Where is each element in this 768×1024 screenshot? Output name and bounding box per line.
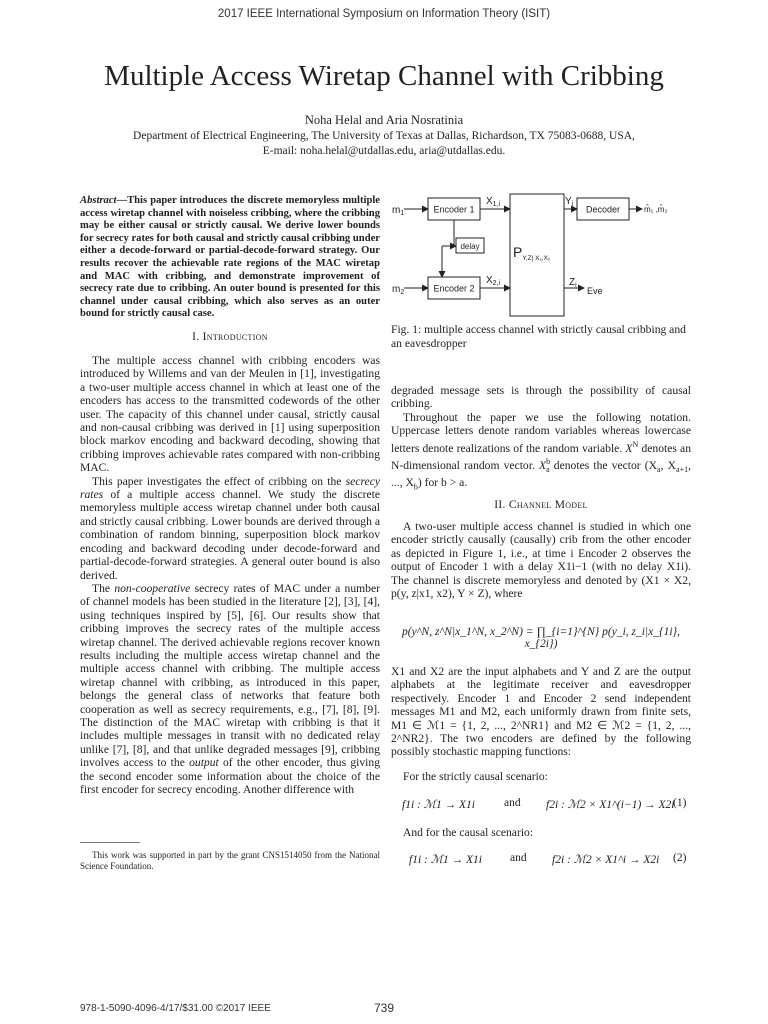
abstract-text: —This paper introduces the discrete memoryless multiple access wiretap channel with noiseless cribbing, where the cribbing may be either causal or strictly causal. We derive lower bounds for secrecy rates for both causal and strictly causal cribbing under either a decode-forward or partial-decode-forward strategy. Our results recover the achievable rate regions of the MAC wiretap and MAC with cribbing, and demonstrate improvement of secrecy rate due to cribbing. An outer bound is presented for this channel under causal cribbing, which also serves as an outer bound for strictly causal case. <box>80 195 380 320</box>
section-title: Channel Model <box>508 499 588 511</box>
intro-paragraph-3: The non-cooperative secrecy rates of MAC under a number of channel models has been studied in the literature [2], [3], [4], using techniques inspired by [5], [6]. Our results show that cribbing improves the secrecy rates of the multiple access wiretap channel. The derived achievable regions recover known results including the multiple access wiretap channel and the multiple access channel with cribbing. The multiple access wiretap channel with cribbing, as introduced in this paper, belongs the general class of networks that feature both cooperation as well as secrecy requirements, e.g., [7], [8], [9]. The distinction of the MAC wiretap with cribbing is that it includes multiple messages in transit with no dedicated relay unlike [7], [8], and that unlike degraded messages [9], cribbing involves access to the output of the other encoder, thus giving the second encoder some information about the choice of the first encoder for secrecy encoding. Another difference with <box>80 581 381 796</box>
conference-header: 2017 IEEE International Symposium on Information Theory (ISIT) <box>217 8 551 20</box>
fig-label-m1: $m_1$ <box>392 205 405 217</box>
eq1-number: (1) <box>673 797 687 809</box>
intro-paragraph-2: This paper investigates the effect of cribbing on the secrecy rates of a multiple access channel. We study the discrete memoryless multiple access wiretap channel under both causal and strictly causal cribbing. Lower bounds are derived through a combination of random binning, superposition block markov encoding and backward decoding under decode-forward and partial-decode-forward strategies. A general outer bound is also derived. <box>80 474 380 582</box>
notation-paragraph: Throughout the paper we use the following notation. Uppercase letters denote random variables whereas lowercase letters denote realizations of the random variable. $X^N$ denotes an N-dimensional random vector. $X^b_a$ denotes the vector ($X_a$, $X_{a+1}$, ..., $X_b$) for b > a. <box>391 410 691 492</box>
paper-title: Multiple Access Wiretap Channel with Cribbing <box>104 60 664 92</box>
fig-decoder-outputs: m̂₁ ,m̂₂ <box>644 205 668 214</box>
isbn-line: 978-1-5090-4096-4/17/$31.00 ©2017 IEEE <box>80 1003 271 1014</box>
intro-paragraph-1: The multiple access channel with cribbing encoders was introduced by Willems and van der Meulen in [1], investigating a two-user multiple access channel in which at least one of the encoders has access to the transmitted codewords of the other user. The capacity of this channel under causal, strictly causal and non-causal cribbing was derived in [1] using superposition block markov encoding and backward decoding, showing that cribbing improves achievable rates compared with non-cribbing MAC. <box>80 354 380 475</box>
fig-channel-label: $P_{Y,Z| X_1,X_2}$ <box>513 244 551 262</box>
continued-paragraph: degraded message sets is through the possibility of causal cribbing. <box>391 384 691 411</box>
eq1-left: f1i : ℳ1 → X1i <box>402 799 475 811</box>
section-title: Introduction <box>202 331 268 343</box>
model-paragraph-2: X1 and X2 are the input alphabets and Y and Z are the output alphabets at the legitimate receiver and eavesdropper respectively. Encoder 1 and Encoder 2 send independent messages M1 and M2, each uniformly drawn from finite sets, M1 ∈ ℳ1 = {1, 2, ..., 2^NR1} and M2 ∈ ℳ2 = {1, 2, ..., 2^NR2}. The two encoders are defined by the following possibly stochastic mapping functions: <box>391 665 691 759</box>
fig-label-x1: $X_{1,i}$ <box>486 196 501 208</box>
fig-delay-label: delay <box>460 242 480 251</box>
fig-label-z: $Z_i$ <box>569 277 577 289</box>
eq1-right: f2i : ℳ2 × X1^(i−1) → X2i <box>546 799 675 811</box>
equation-channel-law: p(y^N, z^N|x_1^N, x_2^N) = ∏_{i=1}^{N} p(y_i, z_i|x_{1i}, x_{2i}) <box>401 626 680 650</box>
strictly-causal-label: For the strictly causal scenario: <box>403 770 548 783</box>
fig-decoder-label: Decoder <box>585 204 621 215</box>
eq2-right: f2i : ℳ2 × X1^i → X2i <box>552 854 660 866</box>
paper-affiliation-block <box>0 129 768 159</box>
fig-encoder2-label: Encoder 2 <box>433 283 475 294</box>
right-column-body <box>391 384 691 494</box>
figure-caption: Fig. 1: multiple access channel with strictly causal cribbing and an eavesdropper <box>391 323 686 350</box>
introduction-body <box>80 354 380 796</box>
eq2-left: f1i : ℳ1 → X1i <box>409 854 482 866</box>
section-number: I. <box>192 331 200 343</box>
affiliation: Department of Electrical Engineering, The University of Texas at Dallas, Richardson, TX 75083-0688, USA, <box>133 130 635 142</box>
figure-1-diagram <box>388 190 700 320</box>
causal-label: And for the causal scenario: <box>403 826 534 839</box>
eq2-number: (2) <box>673 852 687 864</box>
footnote: This work was supported in part by the grant CNS1514050 from the National Science Foundation. <box>80 850 380 871</box>
section-heading-introduction <box>80 331 380 343</box>
footnote-rule <box>80 842 140 843</box>
abstract <box>80 195 380 321</box>
eq1-and: and <box>504 797 521 809</box>
eq2-and: and <box>510 852 527 864</box>
email: E-mail: noha.helal@utdallas.edu, aria@utdallas.edu. <box>262 145 506 157</box>
fig-label-x2: $X_{2,i}$ <box>486 275 501 287</box>
fig-eve-label: Eve <box>587 286 603 296</box>
model-paragraph-1: A two-user multiple access channel is studied in which one encoder strictly causally (causally) crib from the other encoder as depicted in Figure 1, i.e., at time i Encoder 2 observes the output of Encoder 1 with a delay X1i−1 (with no delay X1i). The channel is discrete memoryless and denoted by (X1 × X2, p(y, z|x1, x2), Y × Z), where <box>391 520 691 601</box>
paper-authors: Noha Helal and Aria Nosratinia <box>304 113 464 127</box>
page-number: 739 <box>373 1001 395 1015</box>
fig-label-y: $Y_i$ <box>565 196 574 208</box>
section-heading-channel-model <box>391 499 691 511</box>
fig-encoder1-label: Encoder 1 <box>433 204 475 215</box>
fig-label-m2: $m_2$ <box>392 284 405 296</box>
section-number: II. <box>494 499 506 511</box>
abstract-label: Abstract <box>80 195 117 206</box>
